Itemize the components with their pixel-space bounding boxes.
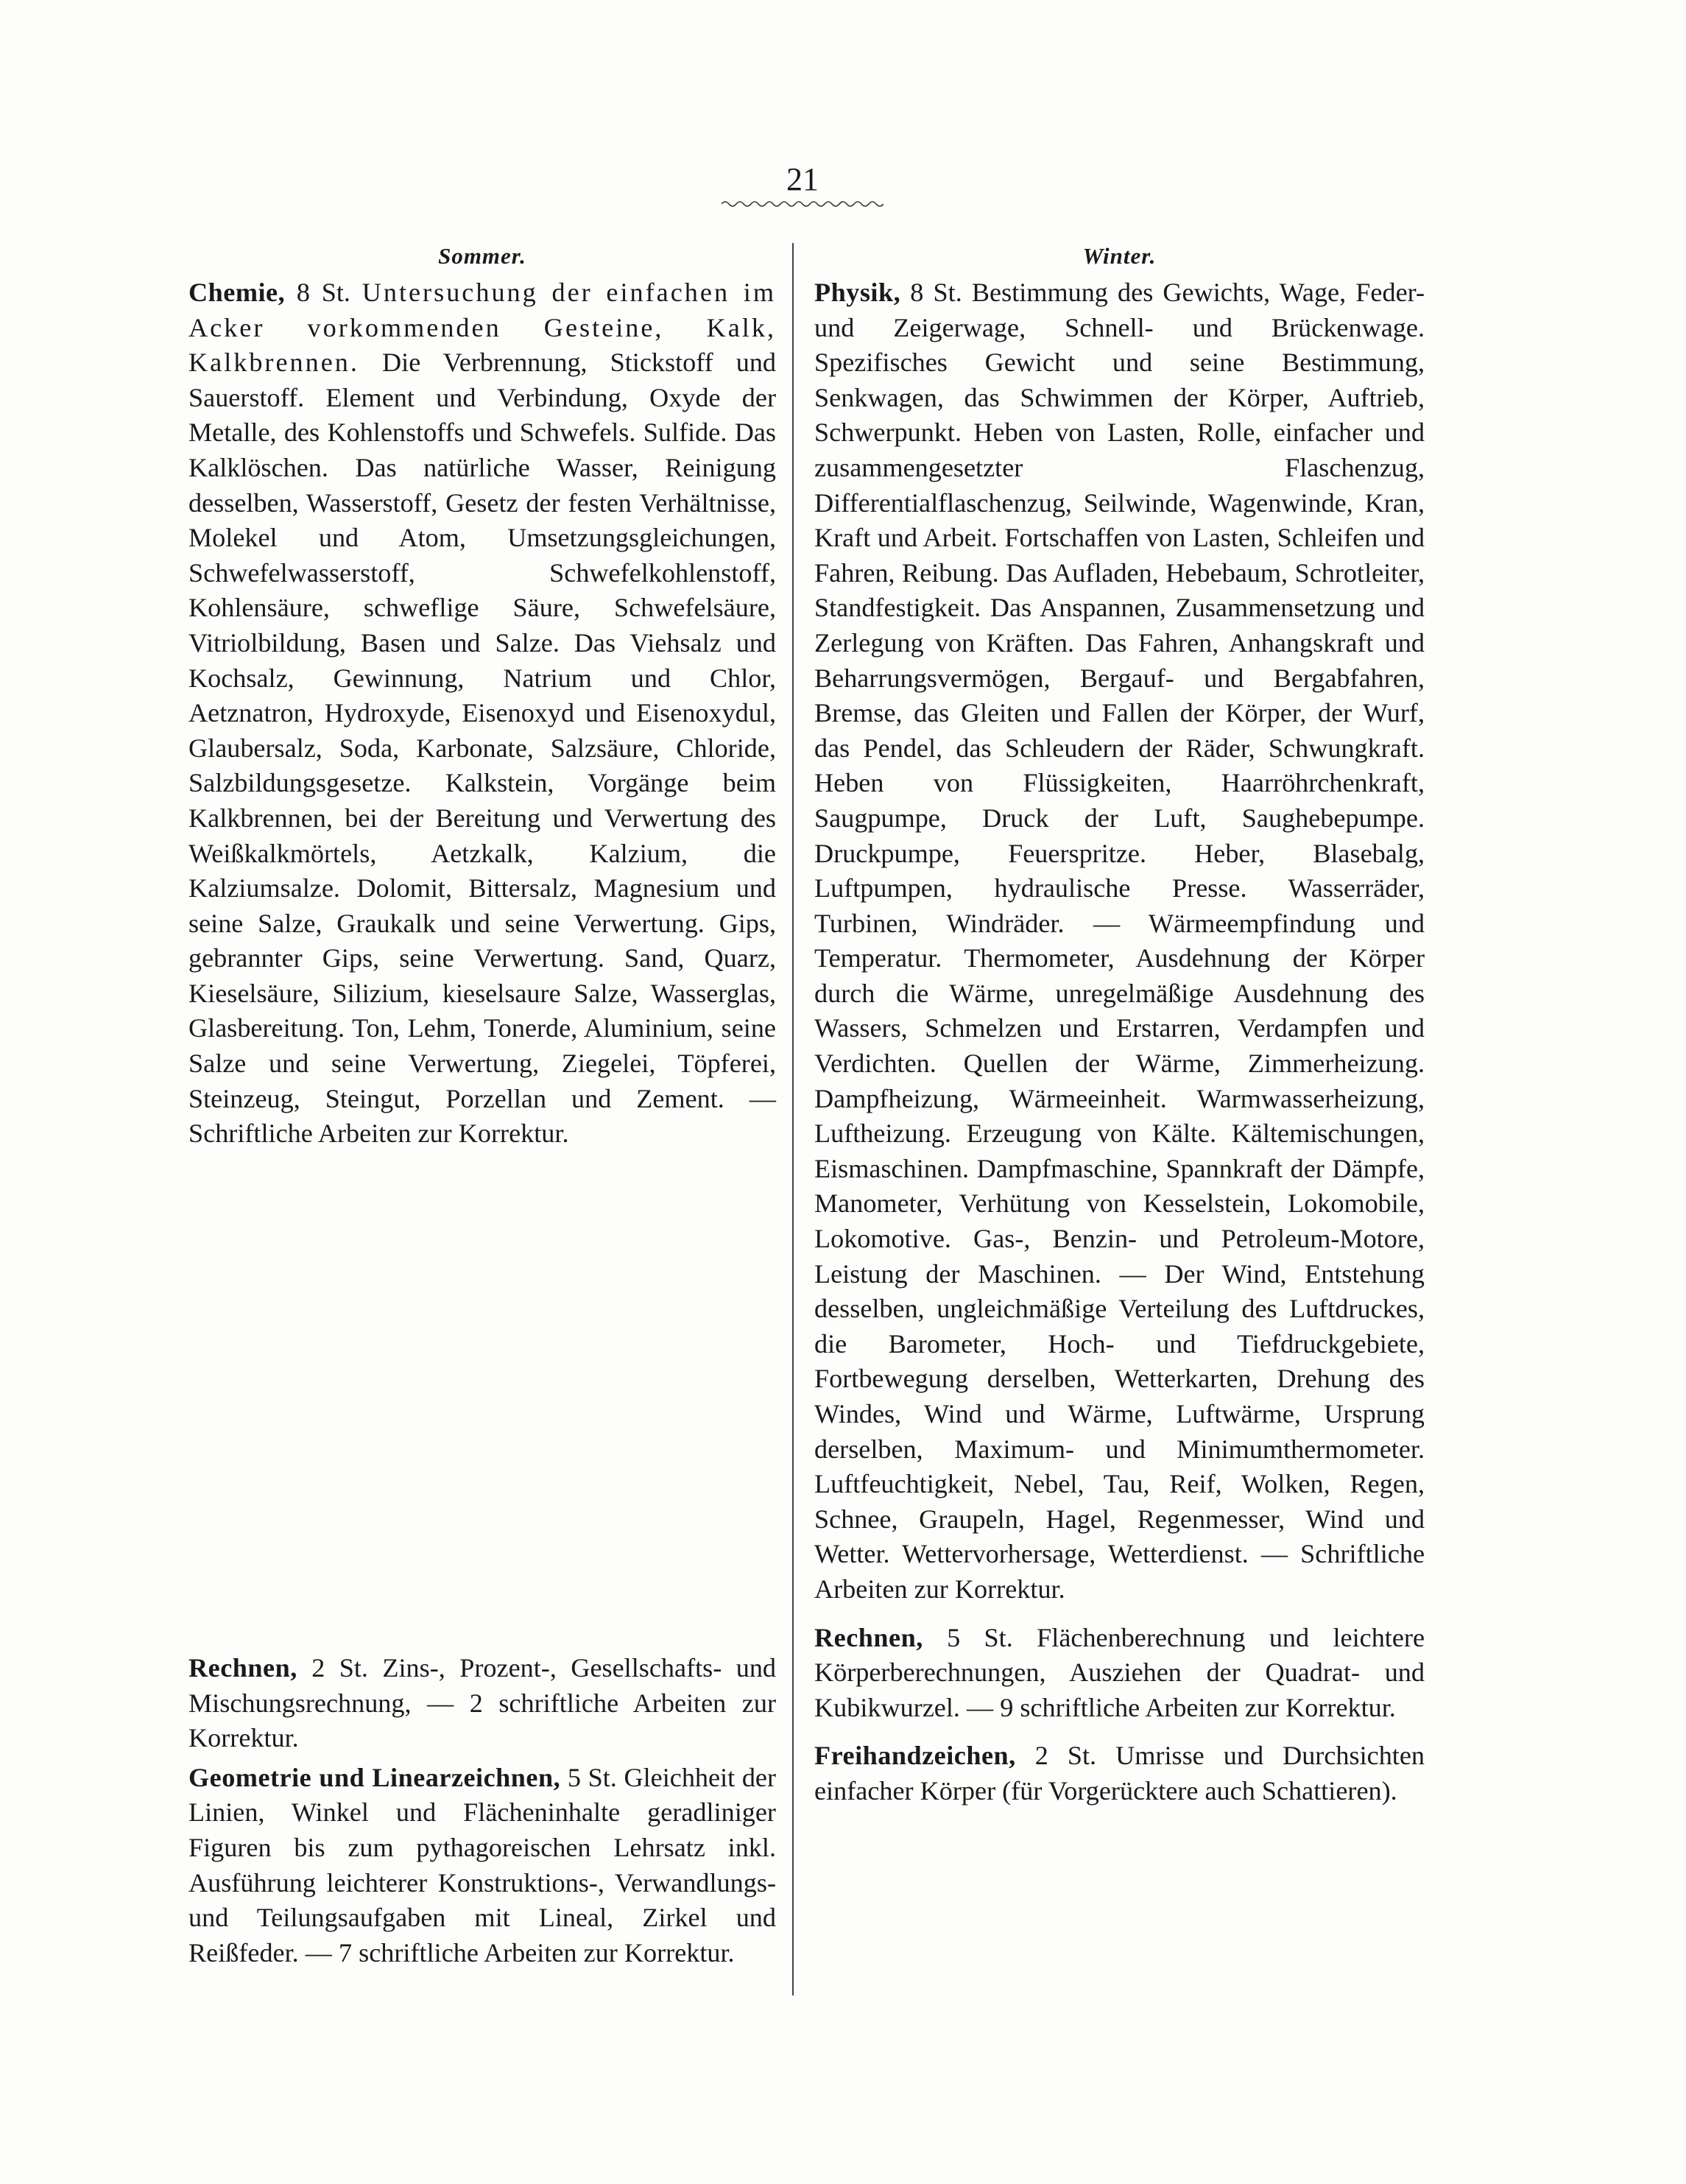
rechnen-summer-section (188, 1651, 776, 1756)
rechnen-winter-section (814, 1621, 1425, 1726)
subject-rechnen-summer: Rechnen, (188, 1653, 297, 1683)
subject-geometrie: Geometrie und Linearzeichnen, (188, 1762, 561, 1792)
geometrie-section (188, 1761, 776, 1971)
physik-text: Bestimmung des Gewichts, Wage, Feder- und Zeigerwage, Schnell- und Brückenwage. Spezifisches Gewicht und seine Bestimmung, Senkwagen, das Schwimmen der Körper, Auftrieb, Schwerpunkt. Heben von Lasten, Rolle, einfacher und zusammengesetzter Flaschenzug, Differentialflaschenzug, Seilwinde, Wagenwinde, Kran, Kraft und Arbeit. Fortschaffen von Lasten, Schleifen und Fahren, Reibung. Das Aufladen, Hebebaum, Schrotleiter, Standfestigkeit. Das Anspannen, Zusammensetzung und Zerlegung von Kräften. Das Fahren, Anhangskraft und Beharrungsvermögen, Bergauf- und Bergabfahren, Bremse, das Gleiten und Fallen der Körper, der Wurf, das Pendel, das Schleudern der Räder, Schwungkraft. Heben von Flüssigkeiten, Haarröhrchenkraft, Saugpumpe, Druck der Luft, Saughebepumpe. Druckpumpe, Feuerspritze. Heber, Blasebalg, Luftpumpen, hydraulische Presse. Wasserräder, Turbinen, Windräder. — Wärmeempfindung und Temperatur. Thermometer, Ausdehnung der Körper durch die Wärme, unregelmäßige Ausdehnung des Wassers, Schmelzen und Erstarren, Verdampfen und Verdichten. Quellen der Wärme, Zimmerheizung. Dampfheizung, Wärmeeinheit. Warmwasserheizung, Luftheizung. Erzeugung von Kälte. Kältemischungen, Eismaschinen. Dampfmaschine, Spannkraft der Dämpfe, Manometer, Verhütung von Kesselstein, Lokomobile, Lokomotive. Gas-, Benzin- und Petroleum-Motore, Leistung der Maschinen. — Der Wind, Entstehung desselben, ungleichmäßige Verteilung des Luftdruckes, die Barometer, Hoch- und Tiefdruckgebiete, Fortbewegung derselben, Wetterkarten, Drehung des Windes, Wind und Wärme, Luftwärme, Ursprung derselben, Maximum- und Minimumthermometer. Luftfeuchtigkeit, Nebel, Tau, Reif, Wolken, Regen, Schnee, Graupeln, Hagel, Regenmesser, Wind und Wetter. Wettervorhersage, Wetterdienst. — Schriftliche Arbeiten zur Korrektur. (814, 278, 1425, 1604)
rechnen-summer-text: Zins-, Prozent-, Gesellschafts- und Mischungsrechnung, — 2 schriftliche Arbeiten zur Korrektur. (188, 1653, 777, 1753)
subject-chemie: Chemie, (188, 278, 286, 307)
rechnen-winter-text: Flächenberechnung und leichtere Körperberechnungen, Ausziehen der Quadrat- und Kubikwurzel. — 9 schriftliche Arbeiten zur Korrektur. (814, 1622, 1425, 1722)
geometrie-text: Gleichheit der Linien, Winkel und Flächeninhalte geradliniger Figuren bis zum pythagoreischen Lehrsatz inkl. Ausführung leichterer Konstruktions-, Verwandlungs- und Teilungsaufgaben mit Lineal, Zirkel und Reißfeder. — 7 schriftliche Arbeiten zur Korrektur. (188, 1762, 777, 1968)
hours-rechnen-summer: 2 St. (311, 1653, 368, 1683)
freihandzeichnen-section (814, 1739, 1425, 1808)
hours-physik: 8 St. (910, 278, 962, 307)
hours-chemie: 8 St. (296, 278, 350, 307)
summer-lower-section (188, 1651, 776, 1975)
hours-geometrie: 5 St. (567, 1762, 617, 1792)
chemie-intro: Untersuchung der einfachen im Acker vorkommenden Gesteine, Kalk, Kalkbrennen. (188, 278, 777, 378)
subject-freihandzeichnen: Freihandzeichen, (814, 1741, 1016, 1771)
page-number-ornament (722, 199, 883, 209)
page-number: 21 (786, 161, 819, 197)
winter-column (814, 242, 1425, 1822)
subject-rechnen-winter: Rechnen, (814, 1622, 923, 1652)
season-heading-winter: Winter. (1082, 243, 1157, 269)
chemie-text: Die Verbrennung, Stickstoff und Sauerstoff. Element und Verbindung, Oxyde der Metalle, des Kohlenstoffs und Schwefels. Sulfide. Das Kalklöschen. Das natürliche Wasser, Reinigung desselben, Wasserstoff, Gesetz der festen Verhältnisse, Molekel und Atom, Umsetzungsgleichungen, Schwefelwasserstoff, Schwefelkohlenstoff, Kohlensäure, schweflige Säure, Schwefelsäure, Vitriolbildung, Basen und Salze. Das Viehsalz und Kochsalz, Gewinnung, Natrium und Chlor, Aetznatron, Hydroxyde, Eisenoxyd und Eisenoxydul, Glaubersalz, Soda, Karbonate, Salzsäure, Chloride, Salzbildungsgesetze. Kalkstein, Vorgänge beim Kalkbrennen, bei der Bereitung und Verwertung des Weißkalkmörtels, Aetzkalk, Kalzium, die Kalziumsalze. Dolomit, Bittersalz, Magnesium und seine Salze, Graukalk und seine Verwertung. Gips, gebrannter Gips, seine Verwertung. Sand, Quarz, Kieselsäure, Silizium, kieselsaure Salze, Wasserglas, Glasbereitung. Ton, Lehm, Tonerde, Aluminium, seine Salze und seine Verwertung, Ziegelei, Töpferei, Steinzeug, Steingut, Porzellan und Zement. — Schriftliche Arbeiten zur Korrektur. (188, 348, 777, 1149)
chemie-section (188, 275, 776, 1152)
physik-section (814, 275, 1425, 1607)
hours-rechnen-winter: 5 St. (947, 1622, 1013, 1652)
freihandzeichnen-text: Umrisse und Durchsichten einfacher Körper (für Vorgerücktere auch Schattieren). (814, 1741, 1425, 1806)
summer-column (188, 242, 776, 1152)
hours-freihandzeichnen: 2 St. (1034, 1741, 1097, 1771)
column-divider (792, 243, 794, 1995)
subject-physik: Physik, (814, 278, 901, 307)
season-heading-summer: Sommer. (438, 243, 526, 269)
